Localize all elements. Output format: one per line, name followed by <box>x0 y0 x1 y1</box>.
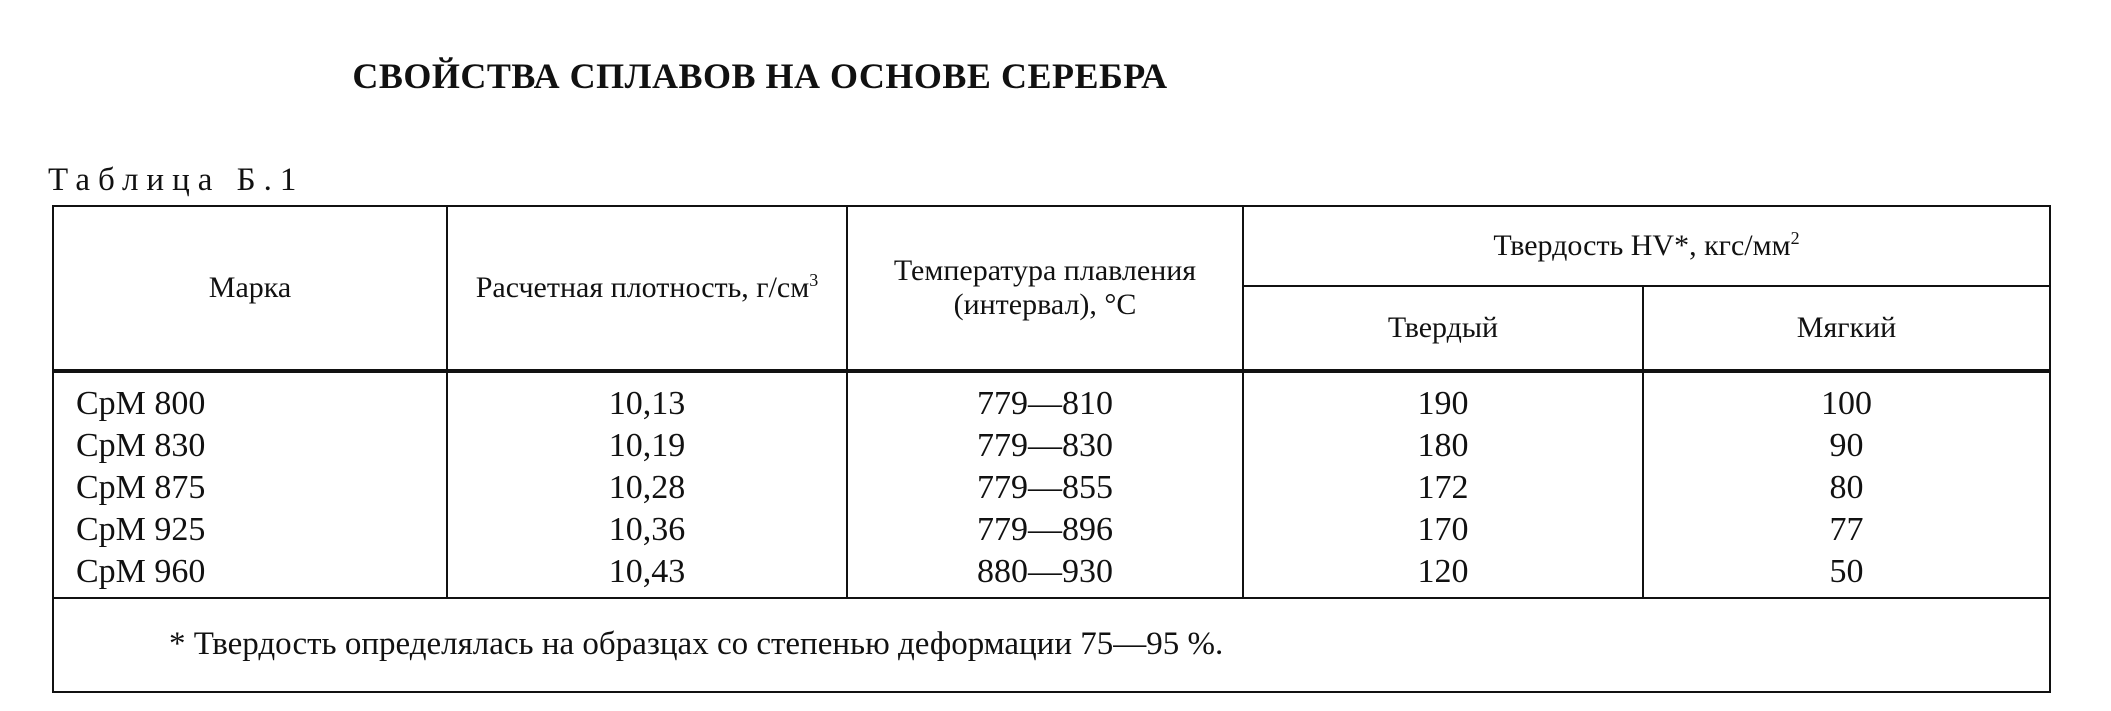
cell-density: 10,36 <box>608 511 686 548</box>
table-label: Таблица Б.1 <box>48 162 305 198</box>
cell-soft: 50 <box>1829 553 1864 590</box>
cell-melting: 880—930 <box>977 553 1113 590</box>
column-grade <box>53 371 447 598</box>
cell-melting: 779—896 <box>977 511 1113 548</box>
cell-density: 10,19 <box>608 427 686 464</box>
cell-grade: СрМ 960 <box>76 553 206 590</box>
header-hard: Твердый <box>1243 286 1643 371</box>
footnote-row <box>53 598 2050 692</box>
page-title: СВОЙСТВА СПЛАВОВ НА ОСНОВЕ СЕРЕБРА <box>352 56 1168 96</box>
cell-density: 10,13 <box>608 385 686 422</box>
header-hardness-sup: 2 <box>1790 228 1800 249</box>
cell-grade: СрМ 830 <box>76 427 206 464</box>
column-hard <box>1243 371 1643 598</box>
cell-hard: 190 <box>1417 385 1469 422</box>
cell-soft: 80 <box>1829 469 1864 506</box>
cell-soft: 100 <box>1821 385 1872 422</box>
cell-soft: 77 <box>1829 511 1864 548</box>
header-hardness <box>1243 206 2050 286</box>
cell-hard: 172 <box>1417 469 1469 506</box>
cell-melting: 779—830 <box>977 427 1113 464</box>
header-density-text: Расчетная плотность, г/см <box>475 271 810 305</box>
header-hardness-text: Твердость HV*, кгс/мм <box>1493 229 1791 263</box>
cell-grade: СрМ 800 <box>76 385 206 422</box>
cell-density: 10,28 <box>608 469 686 506</box>
cell-melting: 779—855 <box>977 469 1113 506</box>
cell-grade: СрМ 875 <box>76 469 206 506</box>
data-row <box>53 371 2050 598</box>
cell-hard: 170 <box>1417 511 1469 548</box>
header-grade: Марка <box>53 206 447 371</box>
column-soft <box>1643 371 2050 598</box>
column-melting <box>847 371 1243 598</box>
cell-grade: СрМ 925 <box>76 511 206 548</box>
header-density <box>447 206 847 371</box>
cell-melting: 779—810 <box>977 385 1113 422</box>
cell-density: 10,43 <box>608 553 686 590</box>
header-density-sup: 3 <box>809 270 819 291</box>
header-melting-temperature: Температура плавления (интервал), °С <box>847 206 1243 371</box>
cell-hard: 180 <box>1417 427 1469 464</box>
footnote: * Твердость определялась на образцах со степенью деформации 75—95 %. <box>53 598 2050 692</box>
alloy-properties-table <box>52 205 2051 693</box>
cell-soft: 90 <box>1829 427 1864 464</box>
cell-hard: 120 <box>1417 553 1469 590</box>
alloy-properties-table-container <box>52 205 2049 675</box>
column-density <box>447 371 847 598</box>
header-soft: Мягкий <box>1643 286 2050 371</box>
